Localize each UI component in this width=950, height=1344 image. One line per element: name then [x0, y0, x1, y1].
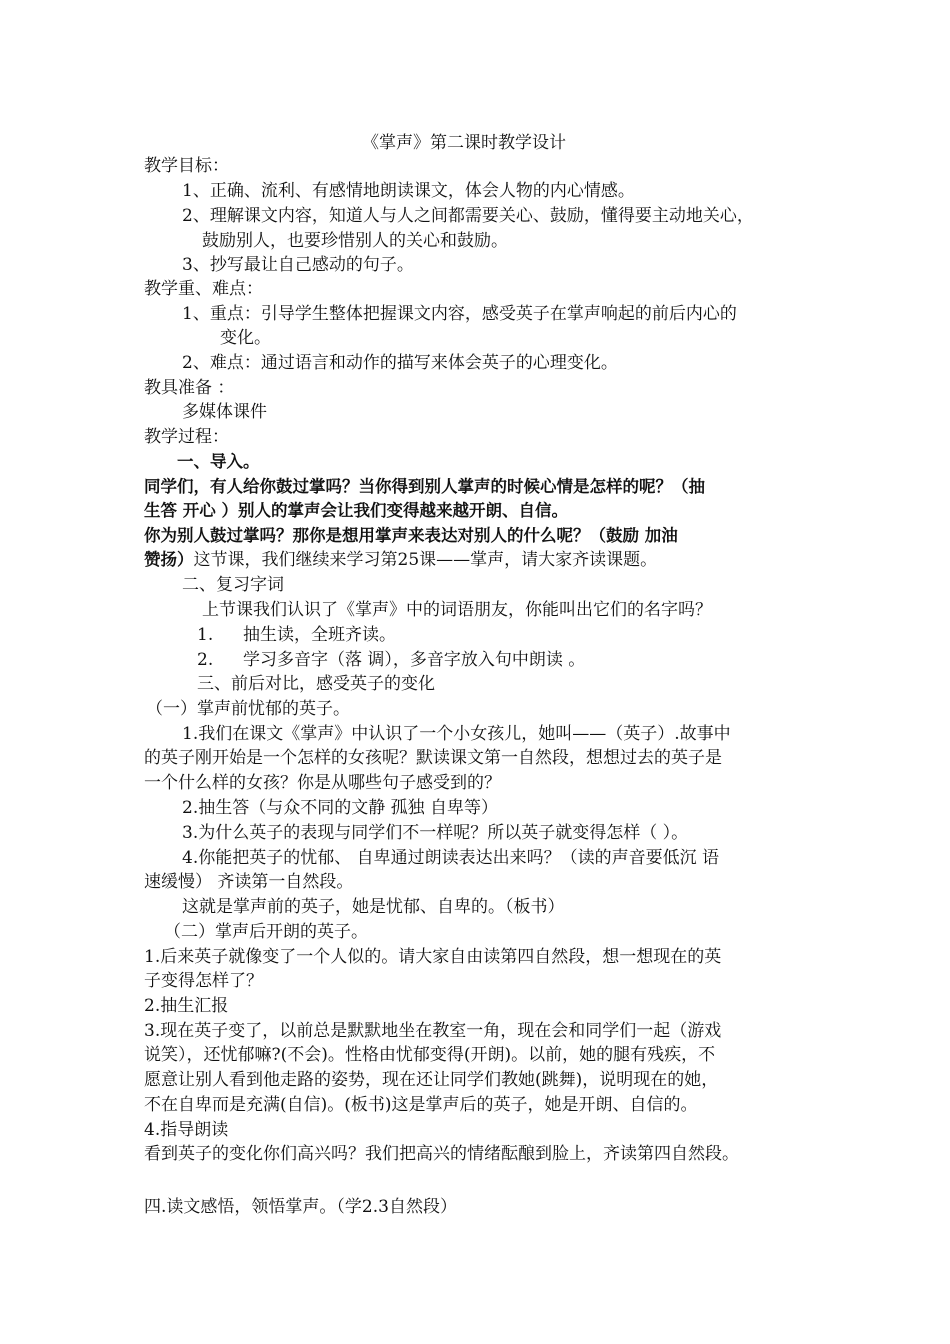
objective-1: 1、正确、流利、有感情地朗读课文，体会人物的内心情感。 — [182, 181, 635, 201]
intro-paragraph-2: 你为别人鼓过掌吗？那你是想用掌声来表达对别人的什么呢？（鼓励 加油 — [144, 526, 678, 545]
key-point-1-cont: 变化。 — [220, 328, 271, 348]
intro-paragraph-1: 同学们，有人给你鼓过掌吗？当你得到别人掌声的时候心情是怎样的呢？（抽 — [144, 477, 705, 496]
intro-paragraph-2-cont — [144, 548, 657, 572]
after-item-1: 1.后来英子就像变了一个人似的。请大家自由读第四自然段，想一想现在的英 — [144, 947, 722, 967]
review-item-2-number: 2. — [197, 650, 214, 670]
review-item-1-number: 1. — [197, 625, 214, 645]
intro-paragraph-2-bold: 赞扬） — [144, 550, 194, 569]
before-item-1-cont-a: 的英子刚开始是一个怎样的女孩呢？默读课文第一自然段，想想过去的英子是 — [144, 748, 722, 768]
before-item-4: 4.你能把英子的忧郁、 自卑通过朗读表达出来吗？（读的声音要低沉 语 — [182, 848, 720, 868]
review-paragraph: 上节课我们认识了《掌声》中的词语朋友，你能叫出它们的名字吗？ — [202, 600, 712, 620]
subsection-after-heading: （二）掌声后开朗的英子。 — [164, 922, 368, 942]
after-item-1-cont: 子变得怎样了？ — [144, 971, 263, 991]
after-item-3-cont-a: 说笑），还忧郁嘛?(不会)。性格由忧郁变得(开朗)。以前，她的腿有残疾，不 — [144, 1045, 716, 1065]
after-item-3: 3.现在英子变了，以前总是默默地坐在教室一角，现在会和同学们一起（游戏 — [144, 1021, 722, 1041]
heading-process: 教学过程： — [144, 427, 229, 447]
after-item-3-cont-b: 愿意让别人看到他走路的姿势，现在还让同学们教她(跳舞)，说明现在的她， — [144, 1070, 719, 1090]
before-item-1: 1.我们在课文《掌声》中认识了一个小女孩儿，她叫——（英子）.故事中 — [182, 724, 731, 744]
after-item-3-cont-c: 不在自卑而是充满(自信)。(板书)这是掌声后的英子，她是开朗、自信的。 — [144, 1095, 698, 1115]
intro-paragraph-1-cont: 生答 开心 ）别人的掌声会让我们变得越来越开朗、自信。 — [144, 501, 568, 520]
review-item-1-text: 抽生读，全班齐读。 — [243, 625, 396, 645]
heading-materials: 教具准备 ： — [144, 378, 235, 398]
before-item-3: 3.为什么英子的表现与同学们不一样呢？所以英子就变得怎样（ ）。 — [182, 823, 689, 843]
after-item-4: 4.指导朗读 — [144, 1120, 229, 1140]
key-point-2: 2、难点：通过语言和动作的描写来体会英子的心理变化。 — [182, 353, 618, 373]
intro-paragraph-2-plain: 这节课，我们继续来学习第25课——掌声，请大家齐读课题。 — [193, 550, 658, 570]
subsection-before-heading: （一）掌声前忧郁的英子。 — [146, 699, 350, 719]
key-point-1: 1、重点：引导学生整体把握课文内容，感受英子在掌声响起的前后内心的 — [182, 304, 737, 324]
section-four-heading: 四.读文感悟，领悟掌声。（学2.3自然段） — [144, 1197, 457, 1217]
review-item-2-text: 学习多音字（落 调），多音字放入句中朗读 。 — [243, 650, 586, 670]
document-title: 《掌声》第二课时教学设计 — [362, 133, 566, 153]
before-item-2: 2.抽生答（与众不同的文静 孤独 自卑等） — [182, 798, 499, 818]
objective-2-cont: 鼓励别人，也要珍惜别人的关心和鼓励。 — [202, 231, 508, 251]
section-compare-heading: 三、前后对比，感受英子的变化 — [197, 674, 435, 694]
objective-2: 2、理解课文内容，知道人与人之间都需要关心、鼓励，懂得要主动地关心， — [182, 206, 754, 226]
materials-item: 多媒体课件 — [182, 402, 267, 422]
section-intro-heading: 一、导入。 — [177, 452, 260, 471]
before-item-4-cont: 速缓慢） 齐读第一自然段。 — [144, 872, 354, 892]
after-item-4-text: 看到英子的变化你们高兴吗？我们把高兴的情绪酝酿到脸上，齐读第四自然段。 — [144, 1144, 739, 1164]
heading-objectives: 教学目标： — [144, 156, 229, 176]
before-summary: 这就是掌声前的英子，她是忧郁、自卑的。（板书） — [182, 897, 565, 917]
section-review-heading: 二、复习字词 — [182, 575, 284, 595]
heading-key-points: 教学重、难点： — [144, 279, 263, 299]
objective-3: 3、抄写最让自己感动的句子。 — [182, 255, 414, 275]
before-item-1-cont-b: 一个什么样的女孩？你是从哪些句子感受到的？ — [144, 773, 501, 793]
after-item-2: 2.抽生汇报 — [144, 996, 229, 1016]
